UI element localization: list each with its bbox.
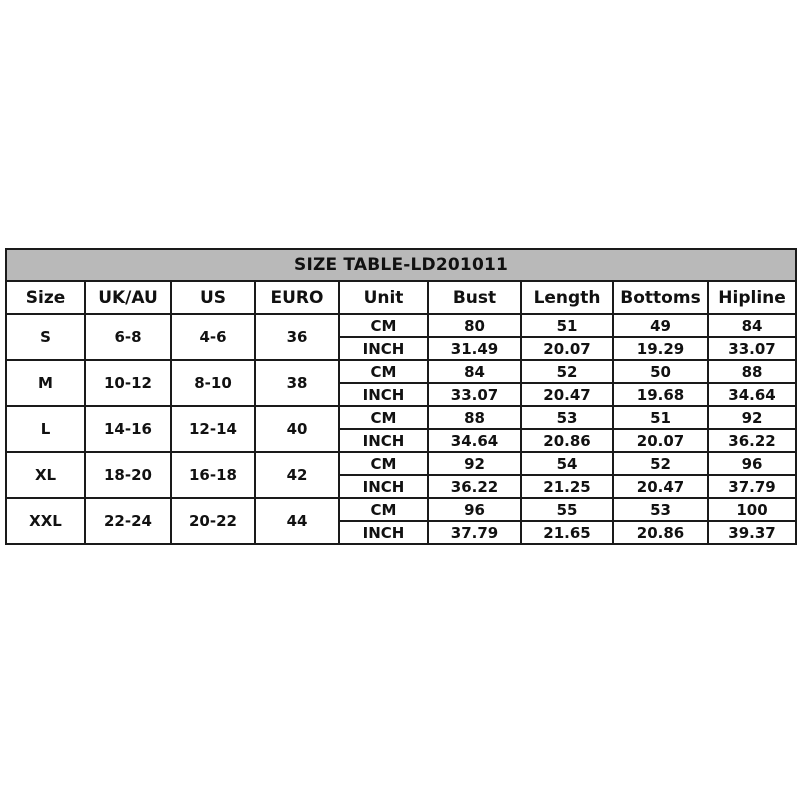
unit-cell: CM (339, 360, 428, 383)
unit-cell: INCH (339, 429, 428, 452)
hipline-cell: 96 (708, 452, 796, 475)
length-cell: 20.86 (521, 429, 613, 452)
hipline-cell: 92 (708, 406, 796, 429)
unit-cell: CM (339, 498, 428, 521)
euro-cell: 40 (255, 406, 339, 452)
length-cell: 21.25 (521, 475, 613, 498)
length-cell: 53 (521, 406, 613, 429)
size-chart-body (6, 249, 796, 544)
bust-cell: 84 (428, 360, 521, 383)
size-cell: L (6, 406, 85, 452)
bottoms-cell: 19.29 (613, 337, 708, 360)
euro-cell: 44 (255, 498, 339, 544)
hipline-cell: 39.37 (708, 521, 796, 544)
bust-cell: 36.22 (428, 475, 521, 498)
hipline-cell: 88 (708, 360, 796, 383)
size-cell: XL (6, 452, 85, 498)
hipline-cell: 34.64 (708, 383, 796, 406)
length-cell: 52 (521, 360, 613, 383)
bottoms-cell: 52 (613, 452, 708, 475)
header-size: Size (6, 281, 85, 314)
table-row (6, 452, 796, 475)
bust-cell: 80 (428, 314, 521, 337)
header-row (6, 281, 796, 314)
length-cell: 20.07 (521, 337, 613, 360)
table-row (6, 360, 796, 383)
bust-cell: 88 (428, 406, 521, 429)
table-row (6, 314, 796, 337)
bust-cell: 96 (428, 498, 521, 521)
uk-au-cell: 18-20 (85, 452, 171, 498)
bottoms-cell: 20.07 (613, 429, 708, 452)
header-us: US (171, 281, 255, 314)
bust-cell: 34.64 (428, 429, 521, 452)
size-chart-table (5, 248, 797, 545)
header-bust: Bust (428, 281, 521, 314)
unit-cell: CM (339, 406, 428, 429)
size-cell: S (6, 314, 85, 360)
uk-au-cell: 6-8 (85, 314, 171, 360)
us-cell: 8-10 (171, 360, 255, 406)
header-hipline: Hipline (708, 281, 796, 314)
unit-cell: CM (339, 314, 428, 337)
hipline-cell: 100 (708, 498, 796, 521)
header-length: Length (521, 281, 613, 314)
hipline-cell: 36.22 (708, 429, 796, 452)
bottoms-cell: 51 (613, 406, 708, 429)
euro-cell: 42 (255, 452, 339, 498)
unit-cell: INCH (339, 383, 428, 406)
length-cell: 54 (521, 452, 613, 475)
table-title: SIZE TABLE-LD201011 (6, 249, 796, 281)
size-cell: M (6, 360, 85, 406)
length-cell: 20.47 (521, 383, 613, 406)
bottoms-cell: 50 (613, 360, 708, 383)
title-row (6, 249, 796, 281)
header-unit: Unit (339, 281, 428, 314)
bottoms-cell: 20.86 (613, 521, 708, 544)
us-cell: 12-14 (171, 406, 255, 452)
header-uk-au: UK/AU (85, 281, 171, 314)
euro-cell: 36 (255, 314, 339, 360)
length-cell: 21.65 (521, 521, 613, 544)
uk-au-cell: 10-12 (85, 360, 171, 406)
unit-cell: INCH (339, 337, 428, 360)
bust-cell: 37.79 (428, 521, 521, 544)
hipline-cell: 33.07 (708, 337, 796, 360)
uk-au-cell: 22-24 (85, 498, 171, 544)
unit-cell: INCH (339, 475, 428, 498)
bust-cell: 31.49 (428, 337, 521, 360)
us-cell: 16-18 (171, 452, 255, 498)
unit-cell: INCH (339, 521, 428, 544)
table-row (6, 406, 796, 429)
length-cell: 55 (521, 498, 613, 521)
table-row (6, 498, 796, 521)
bust-cell: 92 (428, 452, 521, 475)
header-euro: EURO (255, 281, 339, 314)
header-bottoms: Bottoms (613, 281, 708, 314)
bottoms-cell: 49 (613, 314, 708, 337)
length-cell: 51 (521, 314, 613, 337)
size-cell: XXL (6, 498, 85, 544)
us-cell: 20-22 (171, 498, 255, 544)
bottoms-cell: 20.47 (613, 475, 708, 498)
bust-cell: 33.07 (428, 383, 521, 406)
euro-cell: 38 (255, 360, 339, 406)
bottoms-cell: 19.68 (613, 383, 708, 406)
hipline-cell: 37.79 (708, 475, 796, 498)
hipline-cell: 84 (708, 314, 796, 337)
uk-au-cell: 14-16 (85, 406, 171, 452)
us-cell: 4-6 (171, 314, 255, 360)
bottoms-cell: 53 (613, 498, 708, 521)
unit-cell: CM (339, 452, 428, 475)
